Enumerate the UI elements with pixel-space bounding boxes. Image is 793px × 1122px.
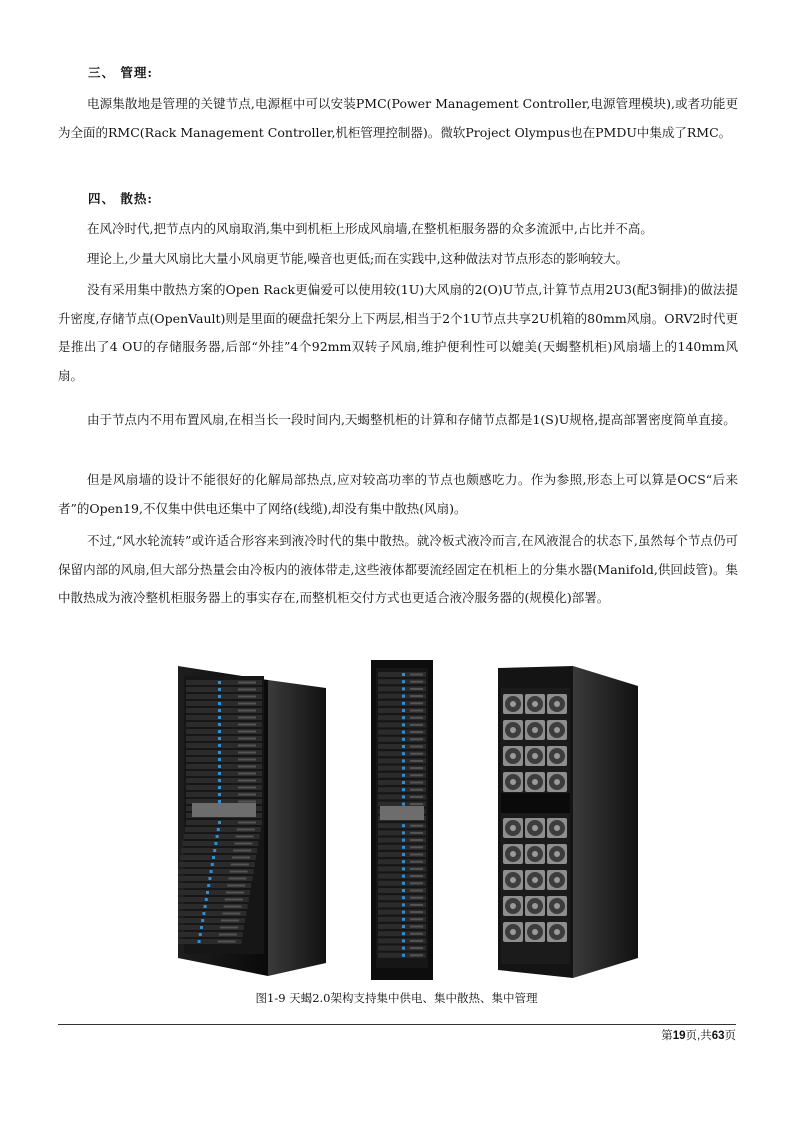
paragraph-cooling-6: 不过,“风水轮流转”或许适合形容来到液冷时代的集中散热。就冷板式液冷而言,在风液混合的状态下,虽然每个节点仍可保留内部的风扇,但大部分热量会由冷板内的液体带走,这些液体都要流经固定在机柜上的分集水器(Manifold,供回歧管)。集中散热成为液冷整机柜服务器上的事实存在,而整机柜交付方式也更适合液冷服务器的(规模化)部署。	[58, 533, 738, 605]
paragraph-management: 电源集散地是管理的关键节点,电源框中可以安装PMC(Power Management Controller,电源管理模块),或者功能更为全面的RMC(Rack Management Controller,机柜管理控制器)。微软Project Olympus也在PMDU中集成了RMC。	[58, 96, 738, 140]
footer-suffix: 页	[724, 1030, 736, 1042]
paragraph-cooling-2: 理论上,少量大风扇比大量小风扇更节能,噪音也更低;而在实践中,这种做法对节点形态的影响较大。	[87, 251, 629, 266]
figure-caption: 图1-9 天蝎2.0架构支持集中供电、集中散热、集中管理	[255, 991, 538, 1005]
rack-3-fan-wall-image	[498, 666, 638, 978]
paragraph-cooling-5: 但是风扇墙的设计不能很好的化解局部热点,应对较高功率的节点也颇感吃力。作为参照,形态上可以算是OCS“后来者”的Open19,不仅集中供电还集中了网络(线缆),却没有集中散热(风扇)。	[58, 472, 738, 516]
footer-middle: 页,共	[685, 1030, 712, 1042]
rack-2-image	[371, 660, 433, 980]
total-pages: 63	[711, 1030, 725, 1042]
section-heading-cooling: 四、 散热:	[88, 191, 153, 206]
paragraph-cooling-4: 由于节点内不用布置风扇,在相当长一段时间内,天蝎整机柜的计算和存储节点都是1(S)U规格,提高部署密度简单直接。	[87, 412, 736, 427]
section-heading-management: 三、 管理:	[88, 65, 153, 80]
page-number: 19	[672, 1030, 686, 1042]
footer-divider	[58, 1024, 736, 1025]
footer-prefix: 第	[661, 1030, 673, 1042]
server-racks-figure	[178, 658, 638, 980]
page-footer	[661, 1028, 736, 1044]
rack-1-image	[178, 666, 326, 976]
paragraph-cooling-1: 在风冷时代,把节点内的风扇取消,集中到机柜上形成风扇墙,在整机柜服务器的众多流派中,占比并不高。	[87, 221, 653, 236]
paragraph-cooling-3: 没有采用集中散热方案的Open Rack更偏爱可以使用较(1U)大风扇的2(O)U节点,计算节点用2U3(配3铜排)的做法提升密度,存储节点(OpenVault)则是里面的硬盘托架分上下两层,相当于2个1U节点共享2U机箱的80mm风扇。ORV2时代更是推出了4 OU的存储服务器,后部“外挂”4个92mm双转子风扇,维护便利性可以媲美(天蝎整机柜)风扇墙上的140mm风扇。	[58, 282, 738, 383]
